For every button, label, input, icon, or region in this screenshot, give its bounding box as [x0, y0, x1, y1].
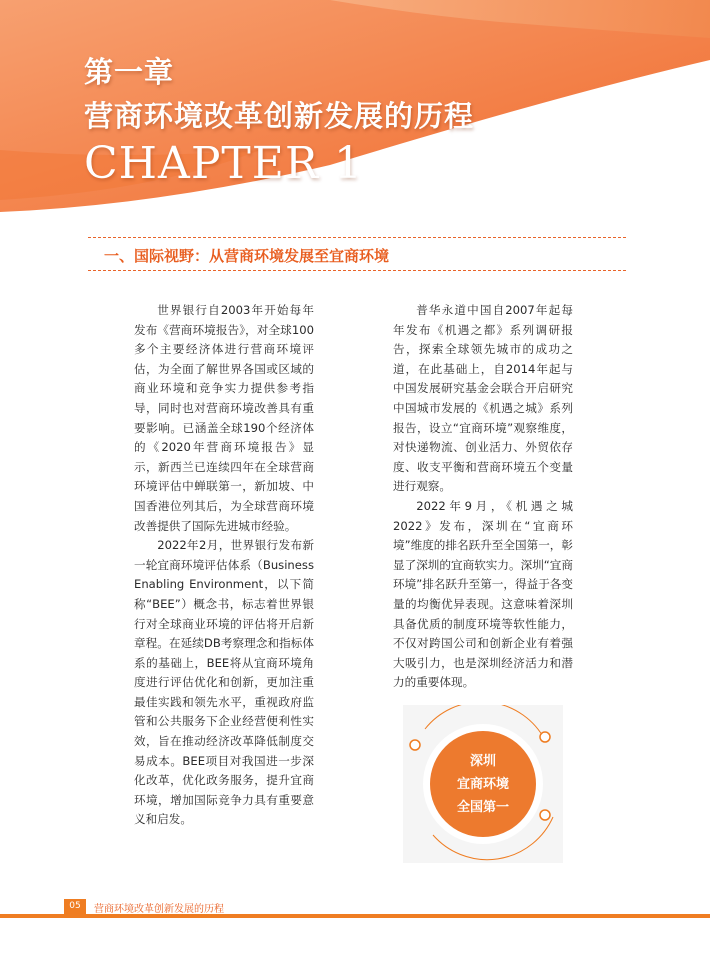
chapter-english-title: CHAPTER 1: [84, 138, 363, 189]
body-paragraph: 2022年9月，《机遇之城2022》发布，深圳在“宜商环境”维度的排名跃升至全国第一，彰显了深圳的宜商软实力。深圳“宜商环境”排名跃升至第一，得益于各变量的均衡优异表现。这意味着深圳具备优质的制度环境等软性能力，不仅对跨国公司和创新企业有着强大吸引力，也是深圳经济活力和潜力的重要体现。: [393, 498, 573, 690]
section-bottom-divider: [88, 270, 626, 271]
body-paragraph: 世界银行自2003年开始每年发布《营商环境报告》，对全球100多个主要经济体进行营商环境评估，为全面了解世界各国或区域的商业环境和竞争实力提供参考指导，同时也对营商环境改善具有重要影响。已涵盖全球190个经济体的《2020年营商环境报告》显示，新西兰已连续四年在全球营商环境评估中蝉联第一，新加坡、中国香港位列其后，为全球营商环境改善提供了国际先进城市经验。: [134, 303, 314, 533]
section-heading: 一、国际视野：从营商环境发展至宜商环境: [104, 247, 390, 265]
chapter-label: 第一章: [84, 55, 175, 89]
left-column: [134, 301, 314, 830]
body-paragraph: 2022年2月，世界银行发布新一轮宜商环境评估体系（Business Enabling Environment，以下简称“BEE”）概念书，标志着世界银行对全球商业环境的评估将开启新章程。在延续DB考察理念和指标体系的基础上，BEE将从宜商环境角度进行评估优化和创新，更加注重最佳实践和领先水平，重视政府监管和公共服务下企业经营便利性实效，旨在推动经济改革降低制度交易成本。BEE项目对我国进一步深化改革，优化政务服务，提升宜商环境，增加国际竞争力具有重要意义和启发。: [134, 538, 314, 827]
badge-line-rank: 全国第一: [456, 800, 509, 815]
body-paragraph: 普华永道中国自2007年起每年发布《机遇之都》系列调研报告，探索全球领先城市的成功之道，在此基础上，自2014年起与中国发展研究基金会联合开启研究中国城市发展的《机遇之城》系列报告，设立“宜商环境”观察维度，对快递物流、创业活力、外贸依存度、收支平衡和营商环境五个变量进行观察。: [393, 303, 573, 494]
footer-chapter-title: 营商环境改革创新发展的历程: [94, 904, 224, 915]
page-number: 05: [64, 899, 86, 914]
right-column: [393, 301, 573, 693]
badge-line-dimension: 宜商环境: [456, 777, 509, 792]
badge-line-city: 深圳: [469, 754, 496, 769]
chapter-title: 营商环境改革创新发展的历程: [84, 99, 475, 133]
section-top-divider: [88, 237, 626, 238]
